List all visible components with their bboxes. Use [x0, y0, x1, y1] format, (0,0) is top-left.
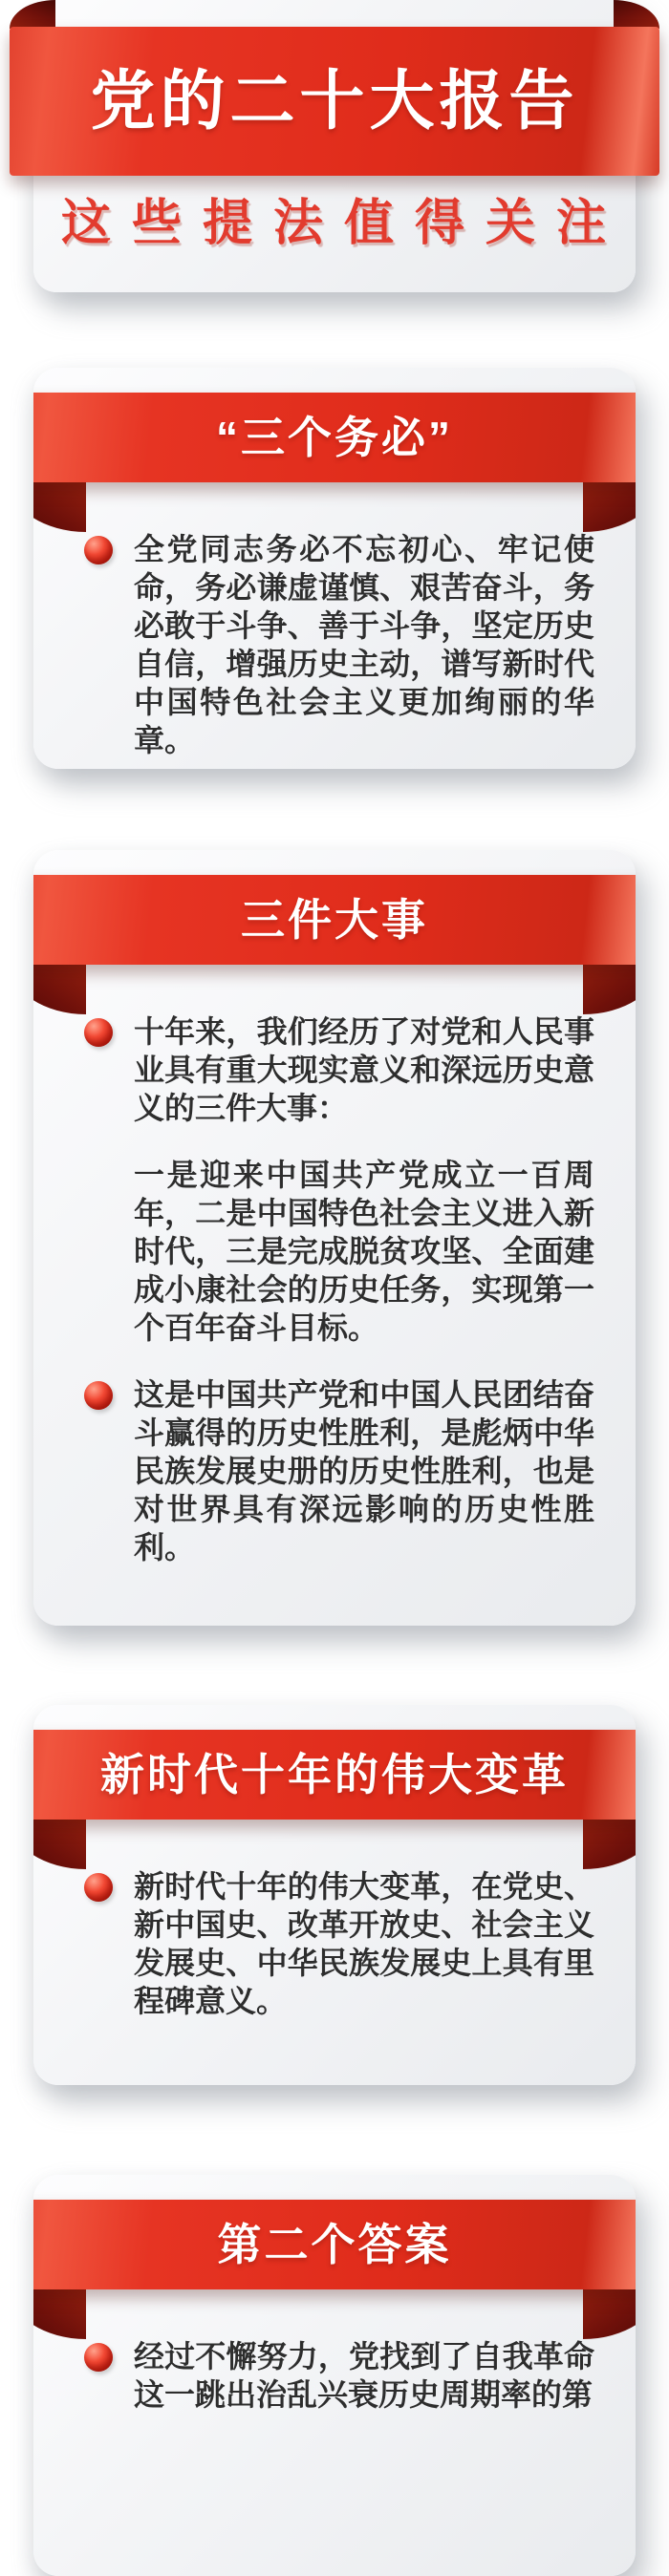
section-card [33, 850, 636, 1626]
page-title: 党的二十大报告 [90, 65, 579, 138]
paragraph-text: 一是迎来中国共产党成立一百周年，二是中国特色社会主义进入新时代，三是完成脱贫攻坚、全面建成小康社会的历史任务，实现第一个百年奋斗目标。 [134, 1158, 594, 1345]
list-item [84, 1867, 594, 2020]
list-item [84, 1012, 594, 1127]
ribbon-fold-top-right [614, 0, 659, 29]
section-card [33, 2175, 636, 2576]
section-title: “三个务必” [216, 413, 453, 462]
paragraph-text: 这是中国共产党和中国人民团结奋斗赢得的历史性胜利，是彪炳中华民族发展史册的历史性胜利，也是对世界具有深远影响的历史性胜利。 [134, 1377, 594, 1565]
section-card [33, 368, 636, 769]
bullet-dot-icon [84, 2343, 113, 2372]
ribbon-banner [33, 393, 636, 482]
section-title: 三件大事 [241, 895, 428, 945]
ribbon-banner [33, 1730, 636, 1820]
ribbon-fold-top-left [10, 0, 55, 29]
bullet-dot-icon [84, 536, 113, 564]
section-body [33, 850, 636, 1614]
header-card [33, 0, 636, 292]
hero-ribbon-banner [10, 27, 659, 176]
bullet-dot-icon [84, 1381, 113, 1410]
section-title: 第二个答案 [217, 2220, 452, 2269]
ribbon-banner [33, 2200, 636, 2289]
list-item [84, 1156, 594, 1347]
ribbon-banner [33, 875, 636, 965]
paragraph-text: 十年来，我们经历了对党和人民事业具有重大现实意义和深远历史意义的三件大事： [134, 1014, 594, 1125]
paragraph-text: 新时代十年的伟大变革，在党史、新中国史、改革开放史、社会主义发展史、中华民族发展史上具有里程碑意义。 [134, 1869, 594, 2018]
section-title: 新时代十年的伟大变革 [100, 1750, 569, 1799]
section-card [33, 1705, 636, 2085]
list-item [84, 530, 594, 759]
list-item [84, 1375, 594, 1566]
paragraph-text: 全党同志务必不忘初心、牢记使命，务必谦虚谨慎、艰苦奋斗，务必敢于斗争、善于斗争，坚定历史自信，增强历史主动，谱写新时代中国特色社会主义更加绚丽的华章。 [134, 532, 594, 757]
list-item [84, 2337, 594, 2414]
bullet-dot-icon [84, 1873, 113, 1902]
bullet-dot-icon [84, 1018, 113, 1047]
paragraph-text: 经过不懈努力，党找到了自我革命这一跳出治乱兴衰历史周期率的第 [134, 2339, 594, 2412]
page-subtitle: 这些提法值得关注 [60, 196, 627, 251]
